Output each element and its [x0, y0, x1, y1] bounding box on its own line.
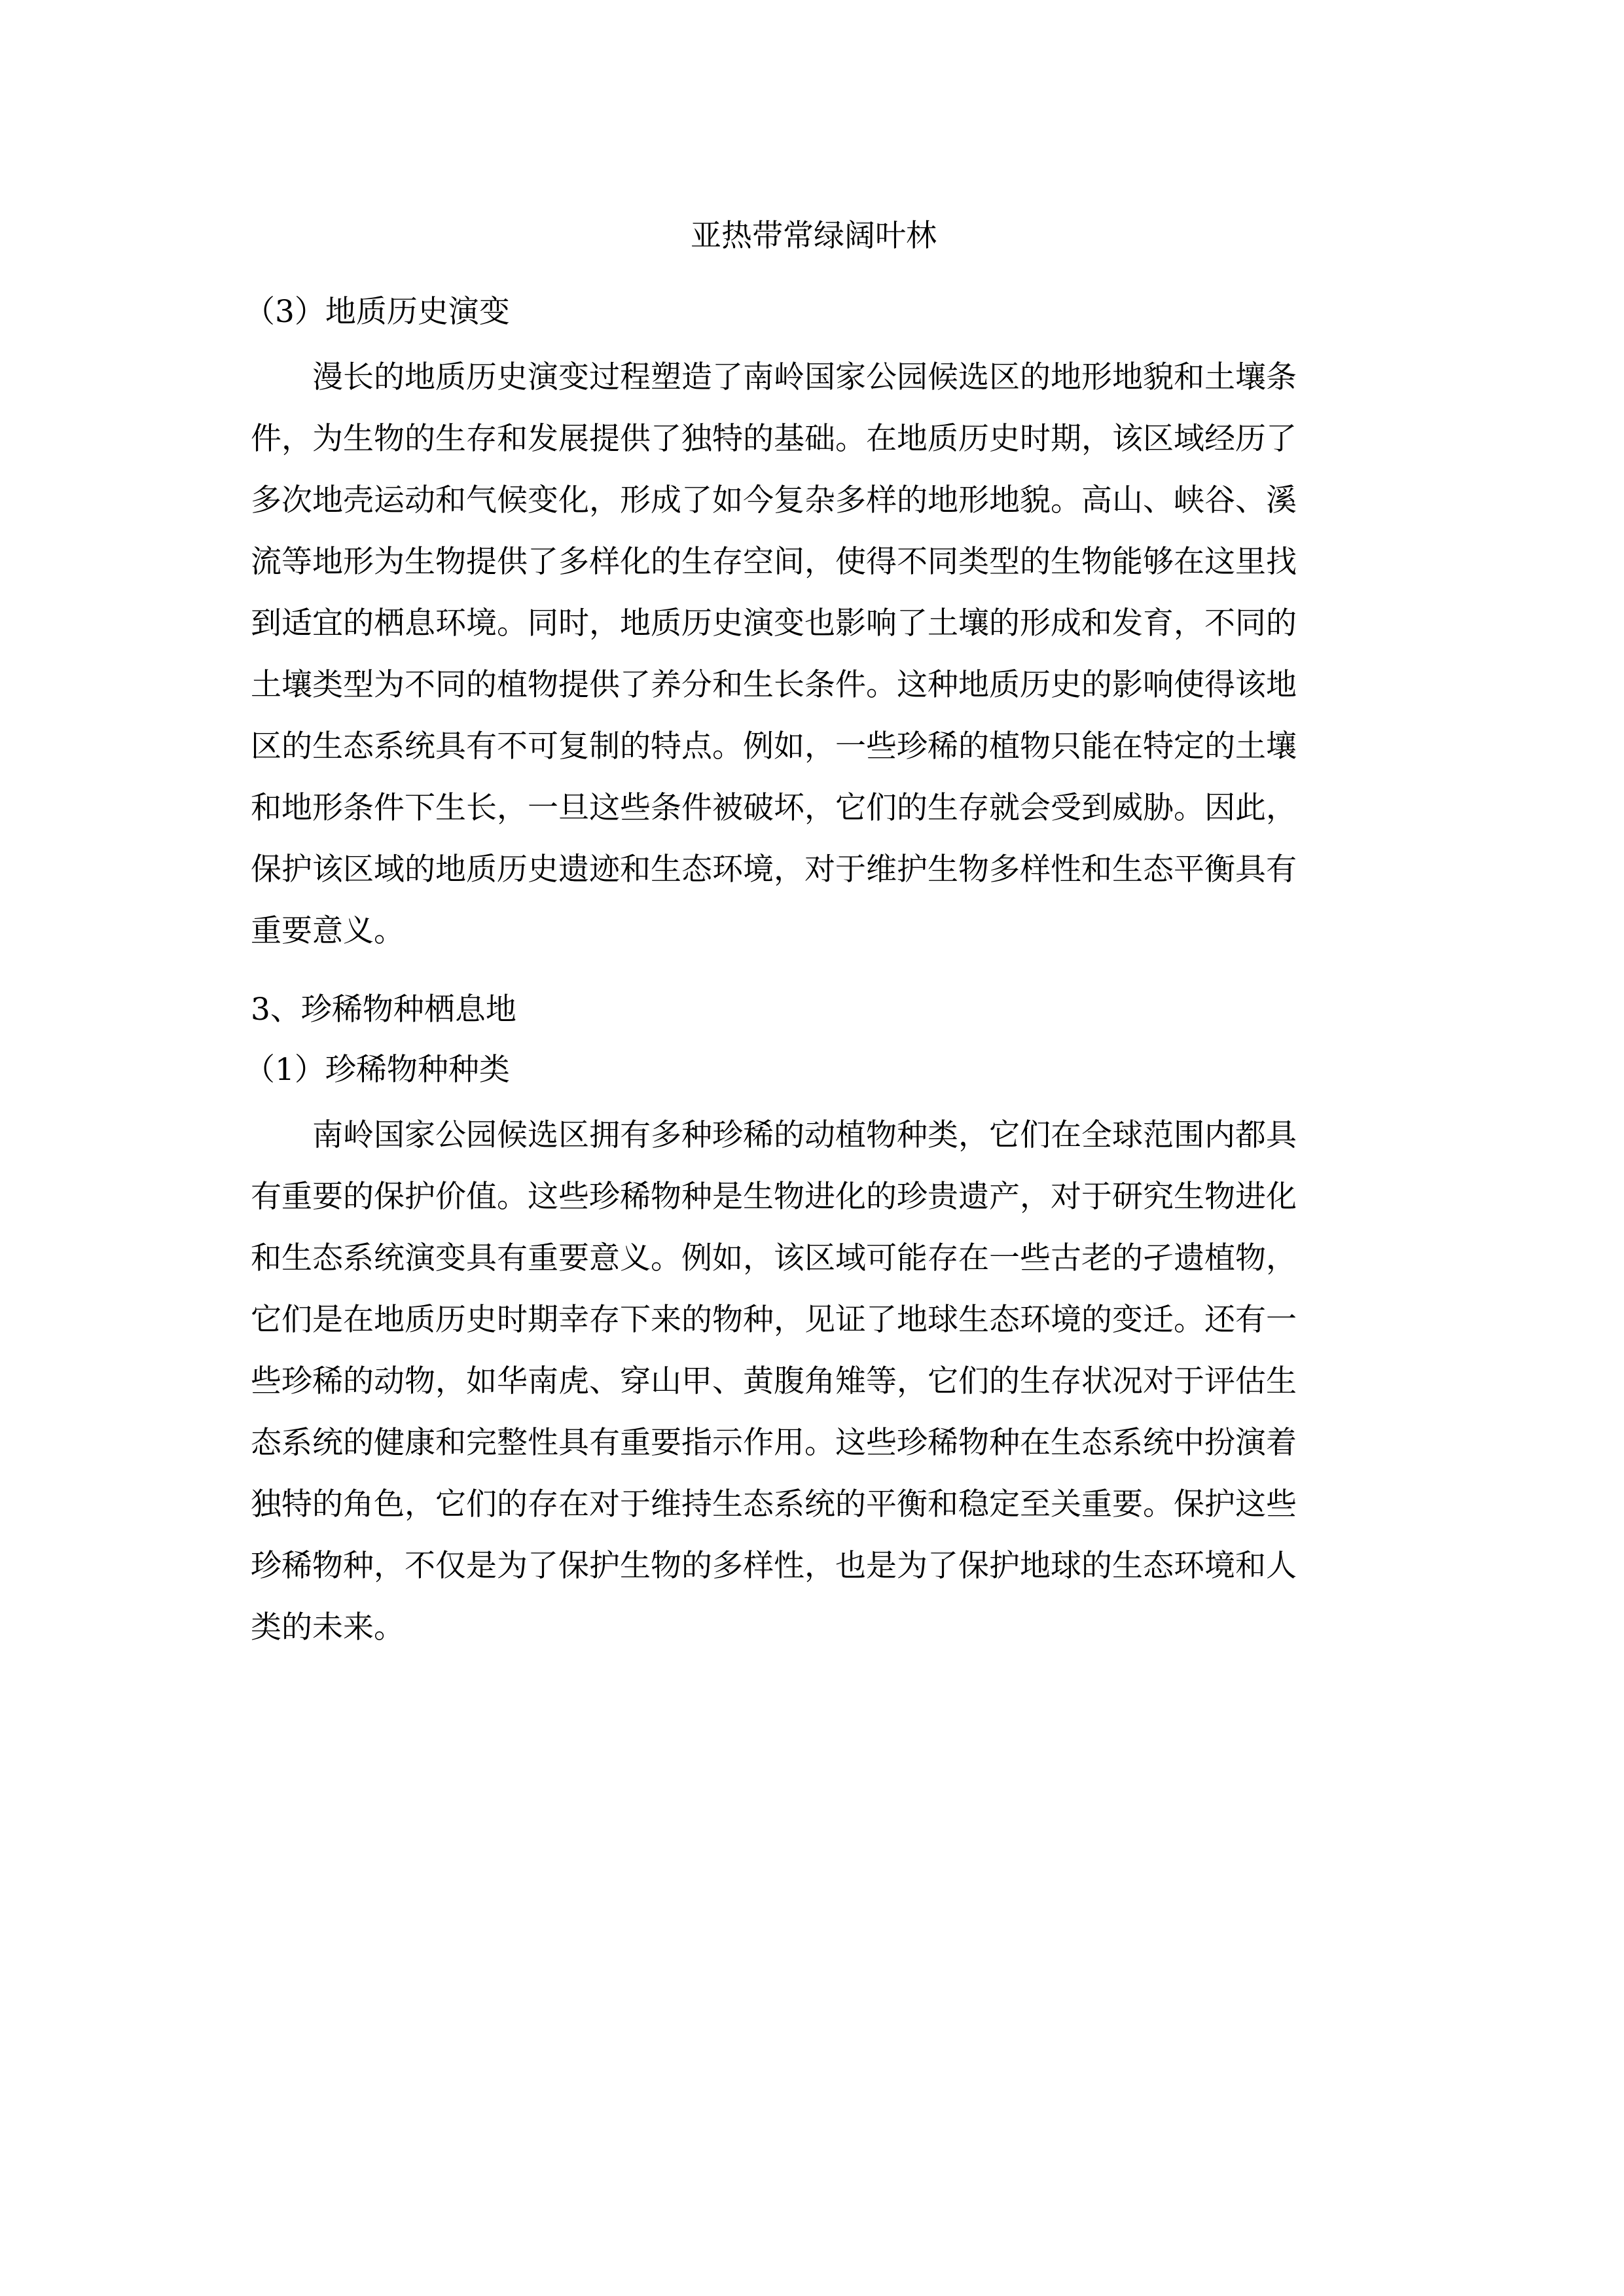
paragraph-line: 独特的角色，它们的存在对于维持生态系统的平衡和稳定至关重要。保护这些 — [251, 1486, 1297, 1522]
paragraph-line: 保护该区域的地质历史遗迹和生态环境，对于维护生物多样性和生态平衡具有 — [251, 852, 1297, 888]
section-heading-geological-history: （3）地质历史演变 — [244, 294, 510, 330]
paragraph-line: 多次地壳运动和气候变化，形成了如今复杂多样的地形地貌。高山、峡谷、溪 — [251, 482, 1297, 518]
paragraph-line: 流等地形为生物提供了多样化的生存空间，使得不同类型的生物能够在这里找 — [251, 544, 1297, 580]
paragraph-line: 到适宜的栖息环境。同时，地质历史演变也影响了土壤的形成和发育，不同的 — [251, 605, 1297, 641]
figure-caption: 亚热带常绿阔叶林 — [691, 218, 937, 254]
paragraph-line: 区的生态系统具有不可复制的特点。例如，一些珍稀的植物只能在特定的土壤 — [251, 728, 1297, 764]
paragraph-line: 态系统的健康和完整性具有重要指示作用。这些珍稀物种在生态系统中扮演着 — [251, 1425, 1297, 1461]
paragraph-line: 土壤类型为不同的植物提供了养分和生长条件。这种地质历史的影响使得该地 — [251, 667, 1297, 703]
paragraph-line: 类的未来。 — [251, 1609, 405, 1645]
paragraph-line: 些珍稀的动物，如华南虎、穿山甲、黄腹角雉等，它们的生存状况对于评估生 — [251, 1363, 1297, 1399]
section-heading-rare-species-habitat: 3、珍稀物种栖息地 — [251, 992, 516, 1028]
section-heading-rare-species-types: （1）珍稀物种种类 — [244, 1052, 510, 1088]
paragraph-line: 漫长的地质历史演变过程塑造了南岭国家公园候选区的地形地貌和土壤条 — [251, 359, 1297, 395]
paragraph-line: 它们是在地质历史时期幸存下来的物种，见证了地球生态环境的变迁。还有一 — [251, 1302, 1297, 1338]
paragraph-line: 和生态系统演变具有重要意义。例如，该区域可能存在一些古老的孑遗植物， — [251, 1240, 1297, 1276]
paragraph-line: 重要意义。 — [251, 913, 405, 949]
paragraph-line: 南岭国家公园候选区拥有多种珍稀的动植物种类，它们在全球范围内都具 — [251, 1117, 1297, 1153]
paragraph-line: 有重要的保护价值。这些珍稀物种是生物进化的珍贵遗产，对于研究生物进化 — [251, 1179, 1297, 1215]
paragraph-line: 和地形条件下生长，一旦这些条件被破坏，它们的生存就会受到威胁。因此， — [251, 790, 1297, 826]
paragraph-line: 珍稀物种，不仅是为了保护生物的多样性，也是为了保护地球的生态环境和人 — [251, 1548, 1297, 1584]
paragraph-line: 件，为生物的生存和发展提供了独特的基础。在地质历史时期，该区域经历了 — [251, 421, 1297, 457]
